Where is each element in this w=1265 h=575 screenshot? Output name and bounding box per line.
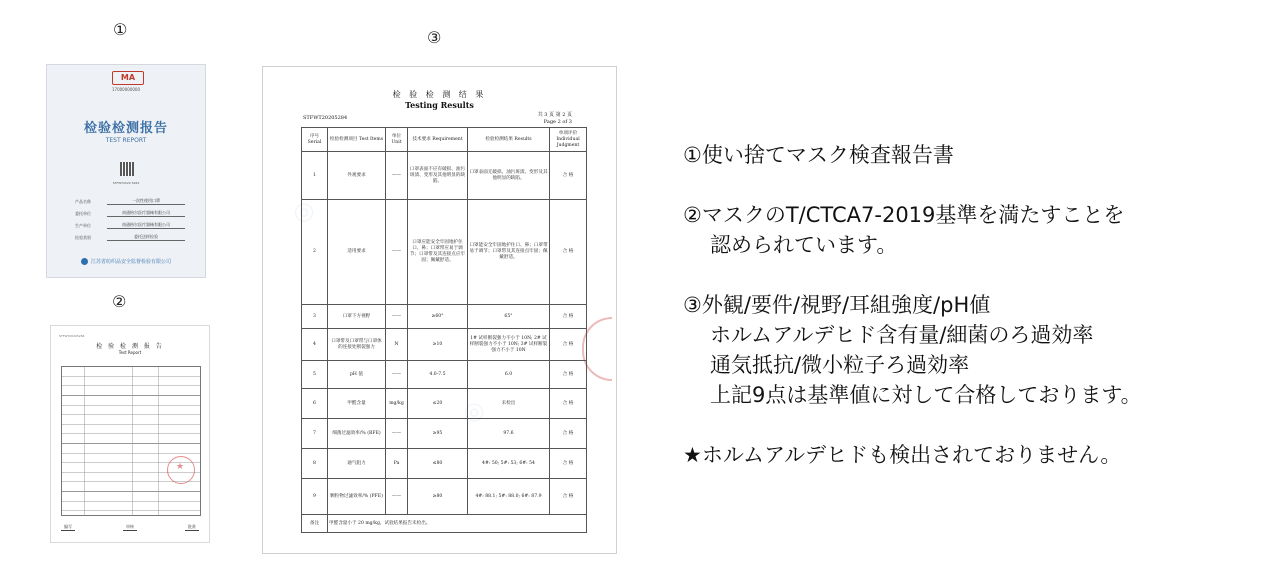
note-line-8: ★ホルムアルデヒドも検出されておりません。 (683, 443, 1122, 467)
cell-result: 口罩表面无破损、油污斑渍、变形及其他明显的缺陷。 (468, 152, 550, 200)
cell-result: 4#: 88.1; 5#: 88.0; 6#: 87.9 (468, 479, 550, 515)
marker-2: ② (112, 292, 127, 311)
cell-no: 2 (302, 200, 328, 305)
cell-item: 颗粒物过滤效率/% (PFE) (328, 479, 386, 515)
cell-no: 1 (302, 152, 328, 200)
cell-unit: N (386, 329, 408, 361)
table-remark-row (302, 515, 587, 533)
field-key: 生产单位 (75, 223, 91, 228)
cell-judge: 合 格 (550, 419, 587, 449)
doc2-subtitle: Test Report (118, 350, 142, 355)
cell-unit: —— (386, 419, 408, 449)
cell-req: 口罩应能安全牢固地护住口、鼻；口罩带应易于调节；口罩带及其连接点应牢固；佩戴舒适。 (408, 200, 468, 305)
explanation-text (683, 140, 1142, 470)
cell-judge: 合 格 (550, 389, 587, 419)
cell-judge: 合 格 (550, 200, 587, 305)
cell-req: ≥10 (408, 329, 468, 361)
cell-req: ≤20 (408, 389, 468, 419)
cell-unit: —— (386, 152, 408, 200)
table-row (302, 479, 587, 515)
watermark: ◎ (288, 194, 319, 228)
cell-judge: 合 格 (550, 449, 587, 479)
table-header-row (302, 128, 587, 152)
page-cn: 共 3 页 第 2 页 (537, 112, 572, 118)
remark-text: 甲醛含量小于 20 mg/kg，试验结果报告未检出。 (328, 515, 587, 533)
cell-req: 4.0-7.5 (408, 361, 468, 389)
cell-no: 3 (302, 305, 328, 329)
cell-no: 4 (302, 329, 328, 361)
report-cover-image (46, 64, 206, 278)
cover-report-no: STFWT2020 5284 (112, 181, 140, 185)
cell-no: 8 (302, 449, 328, 479)
cell-unit: mg/kg (386, 389, 408, 419)
cell-item: 甲醛含量 (328, 389, 386, 419)
table-row (302, 361, 587, 389)
sign-writer: 编写 (61, 524, 75, 531)
field-key: 检验类别 (75, 235, 91, 240)
cell-result: 6.0 (468, 361, 550, 389)
cover-field-row (75, 229, 185, 241)
table-row (302, 389, 587, 419)
cover-fields (75, 193, 185, 241)
cell-req: ≥95 (408, 419, 468, 449)
note-line-7: 上記9点は基準値に対して合格しております。 (710, 383, 1142, 407)
cell-no: 6 (302, 389, 328, 419)
ma-code: 17000000000 (112, 87, 140, 92)
doc2-table (61, 366, 201, 516)
cell-judge: 合 格 (550, 329, 587, 361)
col-unit: 单位 Unit (386, 128, 408, 152)
qr-code-icon (120, 162, 134, 176)
results-title-en: Testing Results (405, 100, 474, 110)
field-value: 南通格尔医疗器械有限公司 (107, 222, 185, 229)
cell-judge: 合 格 (550, 305, 587, 329)
cell-result: 97.6 (468, 419, 550, 449)
table-row (302, 152, 587, 200)
note-line-2: ②マスクのT/CTCA7-2019基準を満たすことを (683, 203, 1125, 227)
doc2-title: 检 验 检 测 报 告 (96, 343, 164, 350)
note-line-6: 通気抵抗/微小粒子ろ過効率 (710, 353, 970, 377)
cover-field-row (75, 217, 185, 229)
cover-subtitle: TEST REPORT (105, 137, 147, 144)
cell-req: ≥80 (408, 479, 468, 515)
watermark: ◎ (458, 394, 489, 428)
cover-footer (53, 257, 199, 267)
signature-row (61, 524, 199, 531)
col-item: 检验检测项目 Test Items (328, 128, 386, 152)
cell-item: 细菌过滤效率/% (BFE) (328, 419, 386, 449)
cell-no: 5 (302, 361, 328, 389)
cell-item: pH 值 (328, 361, 386, 389)
note-line-1: ①使い捨てマスク検査報告書 (683, 143, 954, 167)
marker-3: ③ (427, 28, 442, 47)
cell-result: 未检出 (468, 389, 550, 419)
cell-unit: —— (386, 200, 408, 305)
cell-unit: —— (386, 361, 408, 389)
page-en: Page 2 of 3 (543, 119, 572, 125)
col-judgment: 单项评价 Individual Judgment (550, 128, 587, 152)
results-report-no: STFWT20205284 (303, 115, 348, 121)
table-row (302, 419, 587, 449)
table-row (302, 305, 587, 329)
report-page-image (50, 325, 210, 543)
cell-no: 7 (302, 419, 328, 449)
cell-item: 口罩下方视野 (328, 305, 386, 329)
remark-label: 备注 (302, 515, 328, 533)
cell-req: ≤80 (408, 449, 468, 479)
institute-name: 江苏省纺织品安全监督检验有限公司 (90, 259, 171, 265)
cell-item: 口罩带及口罩带与口罩体的连接处断裂强力 (328, 329, 386, 361)
cell-item: 适用要求 (328, 200, 386, 305)
sign-approver: 批准 (185, 524, 199, 531)
doc2-report-no: STFWT20205284 (59, 334, 85, 338)
table-row (302, 449, 587, 479)
results-table (301, 127, 587, 533)
cell-judge: 合 格 (550, 152, 587, 200)
cell-unit: —— (386, 305, 408, 329)
field-value: 一次性使用口罩 (107, 198, 185, 205)
cell-result: 4#: 50; 5#: 53; 6#: 54 (468, 449, 550, 479)
cell-item: 通气阻力 (328, 449, 386, 479)
cell-unit: —— (386, 479, 408, 515)
table-row (302, 200, 587, 305)
cover-title: 检验检测报告 (83, 121, 168, 136)
page-indicator (538, 112, 572, 126)
cell-result: 口罩能安全牢固地护住口、鼻；口罩带易于调节；口罩带及其连接点牢固；佩戴舒适。 (468, 200, 550, 305)
ma-logo: MA (112, 71, 144, 85)
note-line-3: 認められています。 (710, 233, 898, 257)
col-results: 检验检测结果 Results (468, 128, 550, 152)
field-value: 南通格尔医疗器械有限公司 (107, 210, 185, 217)
institute-logo-icon (81, 258, 88, 265)
cell-item: 外观要求 (328, 152, 386, 200)
col-requirement: 技术要求 Requirement (408, 128, 468, 152)
marker-1: ① (113, 20, 128, 39)
field-value: 委托送样检验 (107, 234, 185, 241)
note-line-5: ホルムアルデヒド含有量/細菌のろ過効率 (710, 323, 1094, 347)
cell-judge: 合 格 (550, 361, 587, 389)
note-line-4: ③外観/要件/視野/耳組強度/pH値 (683, 293, 991, 317)
sign-reviewer: 审核 (123, 524, 137, 531)
cell-judge: 合 格 (550, 479, 587, 515)
cover-field-row (75, 193, 185, 205)
red-seal-icon (167, 456, 195, 484)
field-key: 产品名称 (75, 199, 91, 204)
testing-results-image (262, 66, 617, 554)
cover-field-row (75, 205, 185, 217)
cell-no: 9 (302, 479, 328, 515)
cell-req: 口罩表面不应有破损、油污斑渍、变形及其他明显的缺陷。 (408, 152, 468, 200)
cell-req: ≥60° (408, 305, 468, 329)
cell-unit: Pa (386, 449, 408, 479)
table-row (302, 329, 587, 361)
col-serial: 序号 Serial (302, 128, 328, 152)
results-title-cn: 检 验 检 测 结 果 (392, 90, 487, 99)
cell-result: 1# 试样断裂强力不小于 10N; 2# 试样断裂强力不小于 10N; 3# 试样断裂强力不小于 10N (468, 329, 550, 361)
cell-result: 65° (468, 305, 550, 329)
field-key: 委托单位 (75, 211, 91, 216)
